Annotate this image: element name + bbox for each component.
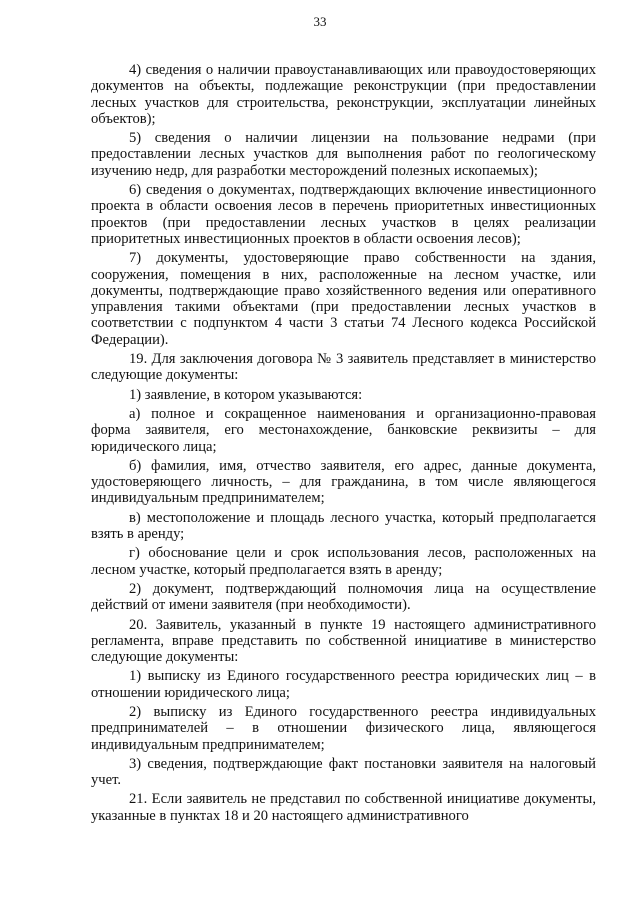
paragraph-item-7: 7) документы, удостоверяющие право собственности на здания, сооружения, помещения в них, расположенные на лесном участке, или документы, подтверждающие право хозяйственного ведения или оперативного управления такими объектами (при предоставлении лесных участков в соответствии с подпунктом 4 части 3 статьи 74 Лесного кодекса Российской Федерации).	[91, 250, 596, 348]
paragraph-clause-19-item-1: 1) заявление, в котором указываются:	[129, 386, 363, 403]
paragraph-clause-19-subitem-g: г) обоснование цели и срок использования лесов, расположенных на лесном участке, который предполагается взять в аренду;	[91, 545, 596, 578]
paragraph-clause-20-item-2: 2) выписку из Единого государственного реестра индивидуальных предпринимателей – в отношении физического лица, являющегося индивидуальным предпринимателем;	[91, 703, 596, 753]
paragraph-item-5: 5) сведения о наличии лицензии на пользование недрами (при предоставлении лесных участков для выполнения работ по геологическому изучению недр, для разработки месторождений полезных ископаемых);	[91, 130, 596, 179]
paragraph-item-6: 6) сведения о документах, подтверждающих включение инвестиционного проекта в области освоения лесов в перечень приоритетных инвестиционных проектов (при предоставлении лесных участков в целях реализации приоритетных инвестиционных проектов в области освоения лесов);	[91, 182, 596, 247]
document-body	[91, 62, 596, 827]
paragraph-clause-19-subitem-v: в) местоположение и площадь лесного участка, который предполагается взять в аренду;	[91, 509, 596, 543]
page-number: 33	[313, 14, 327, 29]
paragraph-clause-19-item-2: 2) документ, подтверждающий полномочия лица на осуществление действий от имени заявителя (при необходимости).	[91, 580, 596, 614]
paragraph-clause-20: 20. Заявитель, указанный в пункте 19 настоящего административного регламента, вправе представить по собственной инициативе в министерство следующие документы:	[91, 616, 596, 666]
paragraph-clause-20-item-1: 1) выписку из Единого государственного реестра юридических лиц – в отношении юридического лица;	[91, 668, 596, 701]
paragraph-clause-21: 21. Если заявитель не представил по собственной инициативе документы, указанные в пунктах 18 и 20 настоящего административного	[91, 791, 596, 824]
paragraph-clause-19-subitem-a: а) полное и сокращенное наименования и организационно-правовая форма заявителя, его местонахождение, банковские реквизиты – для юридического лица;	[91, 405, 596, 455]
paragraph-item-4: 4) сведения о наличии правоустанавливающих или правоудостоверяющих документов на объекты, подлежащие реконструкции (при предоставлении лесных участков для строительства, реконструкции, эксплуатации линейных объектов);	[91, 62, 596, 127]
paragraph-clause-19-subitem-b: б) фамилия, имя, отчество заявителя, его адрес, данные документа, удостоверяющего личность, – для гражданина, в том числе являющегося индивидуальным предпринимателем;	[91, 457, 596, 507]
paragraph-clause-20-item-3: 3) сведения, подтверждающие факт постановки заявителя на налоговый учет.	[91, 755, 596, 789]
paragraph-clause-19: 19. Для заключения договора № 3 заявитель представляет в министерство следующие документы:	[91, 351, 596, 384]
